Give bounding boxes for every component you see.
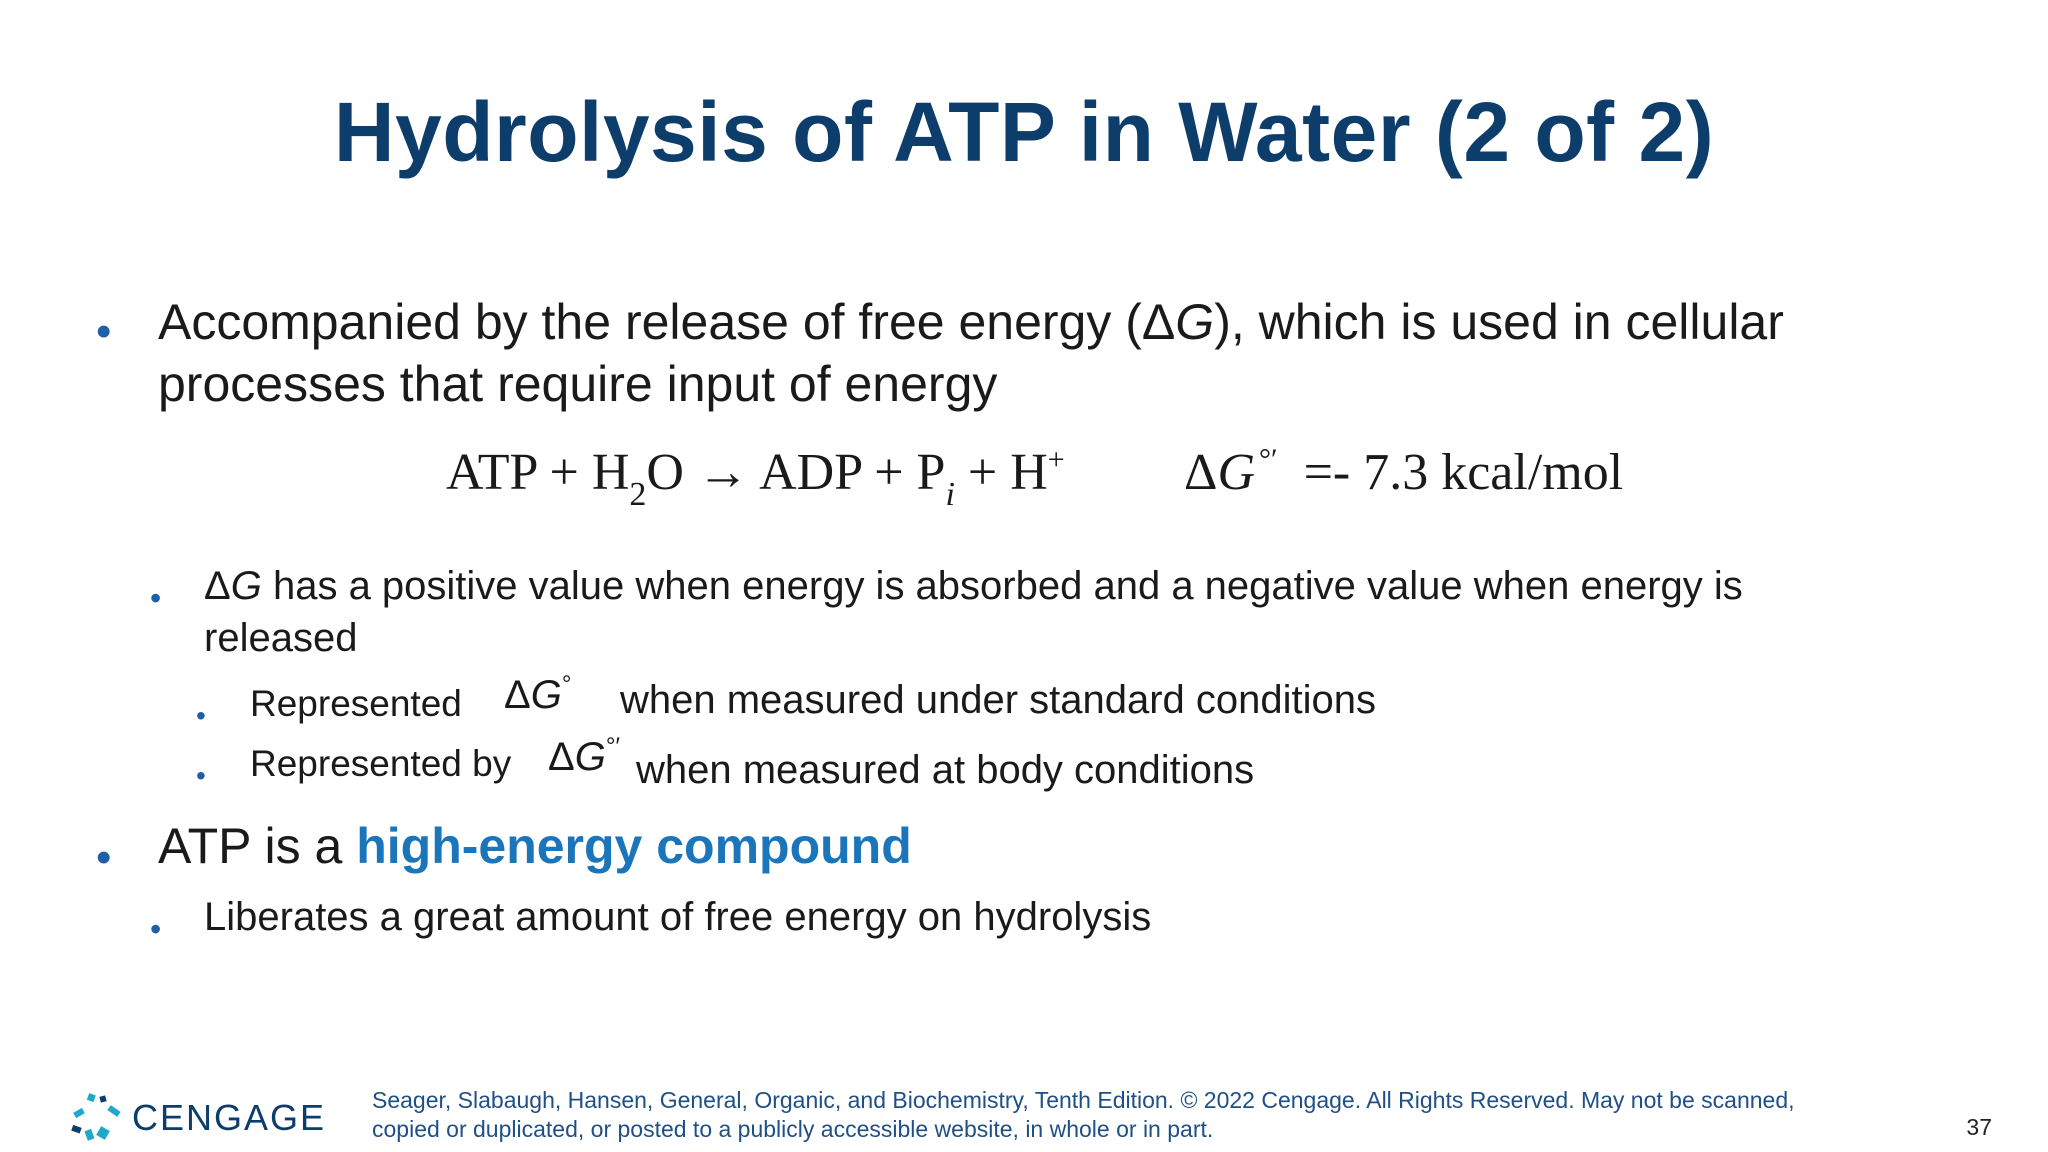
sub-bullet-1-line-2: released bbox=[204, 616, 358, 660]
bullet-dot: • bbox=[196, 760, 206, 791]
sub-sub-bullet-1-text: when measured under standard conditions bbox=[620, 678, 1377, 722]
bullet-dot: • bbox=[96, 307, 112, 356]
delta-g-standard-symbol: ΔG° bbox=[504, 671, 572, 717]
sub-sub-bullet-2-text: when measured at body conditions bbox=[636, 748, 1255, 792]
page-number: 37 bbox=[1966, 1114, 1992, 1140]
bullet-dot: • bbox=[96, 833, 112, 882]
slide-title: Hydrolysis of ATP in Water (2 of 2) bbox=[333, 85, 1715, 179]
cengage-wordmark: CENGAGE bbox=[132, 1097, 327, 1138]
cengage-mark-icon bbox=[70, 1092, 126, 1144]
sub-sub-bullet-1-label: Represented bbox=[250, 683, 462, 724]
bullet-1-line-2: processes that require input of energy bbox=[158, 356, 998, 412]
bullet-dot: • bbox=[196, 700, 206, 731]
sub-bullet-2: Liberates a great amount of free energy on hydrolysis bbox=[204, 895, 1152, 939]
sub-bullet-1-line-1: ΔG has a positive value when energy is absorbed and a negative value when energy is bbox=[204, 564, 1743, 608]
bullet-dot: • bbox=[150, 911, 162, 947]
bullet-2: ATP is a high-energy compound bbox=[158, 818, 912, 874]
delta-g-body-symbol: ΔG°′ bbox=[548, 733, 620, 779]
bullet-dot: • bbox=[150, 580, 162, 616]
high-energy-compound-term: high-energy compound bbox=[356, 818, 912, 874]
cengage-logo bbox=[70, 1092, 327, 1144]
delta-g-value: ΔG °′ =- 7.3 kcal/mol bbox=[1184, 443, 1624, 501]
copyright-citation: Seager, Slabaugh, Hansen, General, Organic, and Biochemistry, Tenth Edition. © 2022 Cengage. All Rights Reserved. May not be scanned, copied or duplicated, or posted to a publicly accessible website, in whole or in part. bbox=[372, 1087, 1795, 1142]
atp-hydrolysis-equation: ATP + $H_2O$ → ADP + $P_i + H^+$ bbox=[446, 443, 1065, 513]
bullet-1-line-1: Accompanied by the release of free energy (ΔG), which is used in cellular bbox=[158, 294, 1784, 350]
sub-sub-bullet-2-label: Represented by bbox=[250, 743, 512, 784]
